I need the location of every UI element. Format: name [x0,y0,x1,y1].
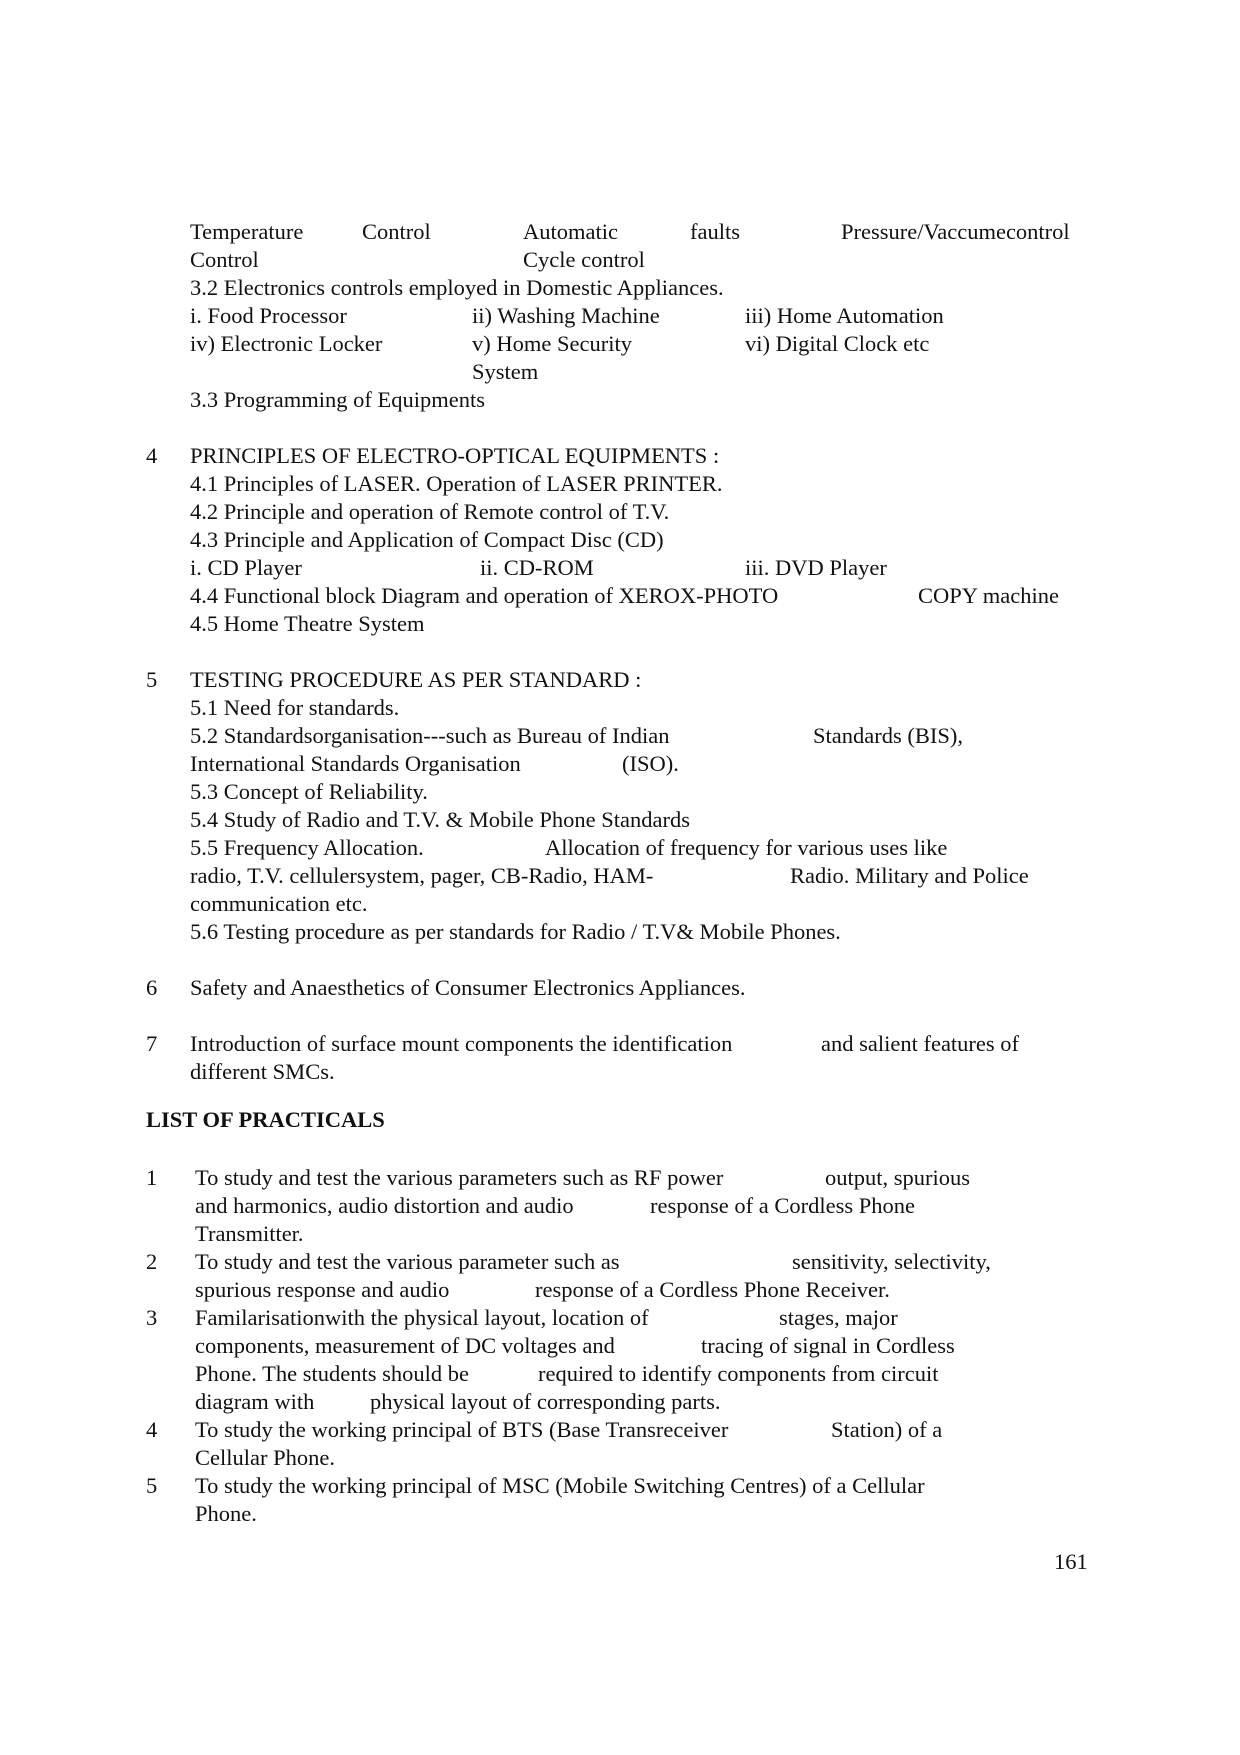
table-cell: Automatic [523,219,618,244]
item-4-4: 4.4 Functional block Diagram and operation of XEROX-PHOTO [190,583,779,608]
list-item: ii. CD-ROM [480,555,594,580]
section-text: Introduction of surface mount components the identification [190,1031,733,1056]
practical-text: To study and test the various parameter such as [195,1249,620,1274]
item-5-2: (ISO). [622,751,679,776]
section-text: different SMCs. [190,1059,335,1084]
table-cell: Control [190,247,259,272]
table-cell: Control [362,219,431,244]
section-title: TESTING PROCEDURE AS PER STANDARD : [190,667,642,692]
practical-text: stages, major [779,1305,898,1330]
item-5-2: International Standards Organisation [190,751,521,776]
practical-text: spurious response and audio [195,1277,450,1302]
item-5-5: Allocation of frequency for various uses like [545,835,948,860]
section-text: Safety and Anaesthetics of Consumer Electronics Appliances. [190,975,746,1000]
item-3-3: 3.3 Programming of Equipments [190,387,485,412]
practical-text: To study the working principal of MSC (Mobile Switching Centres) of a Cellular [195,1473,925,1498]
list-item: v) Home Security [472,331,632,356]
list-item: i. Food Processor [190,303,347,328]
list-item: iii. DVD Player [745,555,887,580]
practical-text: Phone. The students should be [195,1361,469,1386]
item-5-5: Radio. Military and Police [790,863,1029,888]
practical-text: response of a Cordless Phone Receiver. [535,1277,890,1302]
practical-number: 1 [146,1165,158,1190]
item-5-2: Standards (BIS), [813,723,963,748]
practical-text: required to identify components from circuit [538,1361,939,1386]
item-5-3: 5.3 Concept of Reliability. [190,779,428,804]
item-4-1: 4.1 Principles of LASER. Operation of LASER PRINTER. [190,471,723,496]
item-4-2: 4.2 Principle and operation of Remote control of T.V. [190,499,670,524]
practical-text: Familarisationwith the physical layout, location of [195,1305,649,1330]
item-4-3: 4.3 Principle and Application of Compact Disc (CD) [190,527,664,552]
section-number: 6 [146,975,158,1000]
item-5-5: radio, T.V. cellulersystem, pager, CB-Radio, HAM- [190,863,654,888]
practical-number: 2 [146,1249,158,1274]
list-item: i. CD Player [190,555,302,580]
table-cell: Temperature [190,219,304,244]
practicals-heading: LIST OF PRACTICALS [146,1107,385,1132]
item-4-5: 4.5 Home Theatre System [190,611,425,636]
page-number: 161 [1054,1549,1088,1574]
table-cell: Cycle control [523,247,645,272]
practical-text: and harmonics, audio distortion and audio [195,1193,574,1218]
item-4-4-end: COPY machine [918,583,1060,608]
list-item: vi) Digital Clock etc [745,331,930,356]
practical-number: 4 [146,1417,158,1442]
table-cell: Pressure/Vaccumecontrol [841,219,1070,244]
section-number: 7 [146,1031,158,1056]
item-5-4: 5.4 Study of Radio and T.V. & Mobile Phone Standards [190,807,690,832]
item-5-6: 5.6 Testing procedure as per standards for Radio / T.V& Mobile Phones. [190,919,841,944]
practical-text: sensitivity, selectivity, [792,1249,991,1274]
item-5-5: 5.5 Frequency Allocation. [190,835,424,860]
practical-number: 3 [146,1305,158,1330]
practical-text: Station) of a [831,1417,943,1442]
item-5-2: 5.2 Standardsorganisation---such as Bureau of Indian [190,723,670,748]
practical-text: Phone. [195,1501,257,1526]
item-5-1: 5.1 Need for standards. [190,695,400,720]
table-cell: faults [690,219,740,244]
practical-text: To study and test the various parameters such as RF power [195,1165,724,1190]
practical-text: Transmitter. [195,1221,304,1246]
practical-text: To study the working principal of BTS (Base Transreceiver [195,1417,729,1442]
practical-text: components, measurement of DC voltages and [195,1333,615,1358]
practical-text: physical layout of corresponding parts. [370,1389,721,1414]
list-item: System [472,359,539,384]
list-item: iii) Home Automation [745,303,944,328]
section-number: 4 [146,443,158,468]
item-5-5: communication etc. [190,891,368,916]
practical-text: diagram with [195,1389,315,1414]
section-number: 5 [146,667,158,692]
practical-text: Cellular Phone. [195,1445,335,1470]
item-3-2: 3.2 Electronics controls employed in Domestic Appliances. [190,275,724,300]
practical-text: response of a Cordless Phone [650,1193,915,1218]
section-text: and salient features of [821,1031,1020,1056]
list-item: iv) Electronic Locker [190,331,383,356]
practical-number: 5 [146,1473,158,1498]
section-title: PRINCIPLES OF ELECTRO-OPTICAL EQUIPMENTS : [190,443,720,468]
practical-text: output, spurious [825,1165,971,1190]
practical-text: tracing of signal in Cordless [701,1333,955,1358]
list-item: ii) Washing Machine [472,303,660,328]
